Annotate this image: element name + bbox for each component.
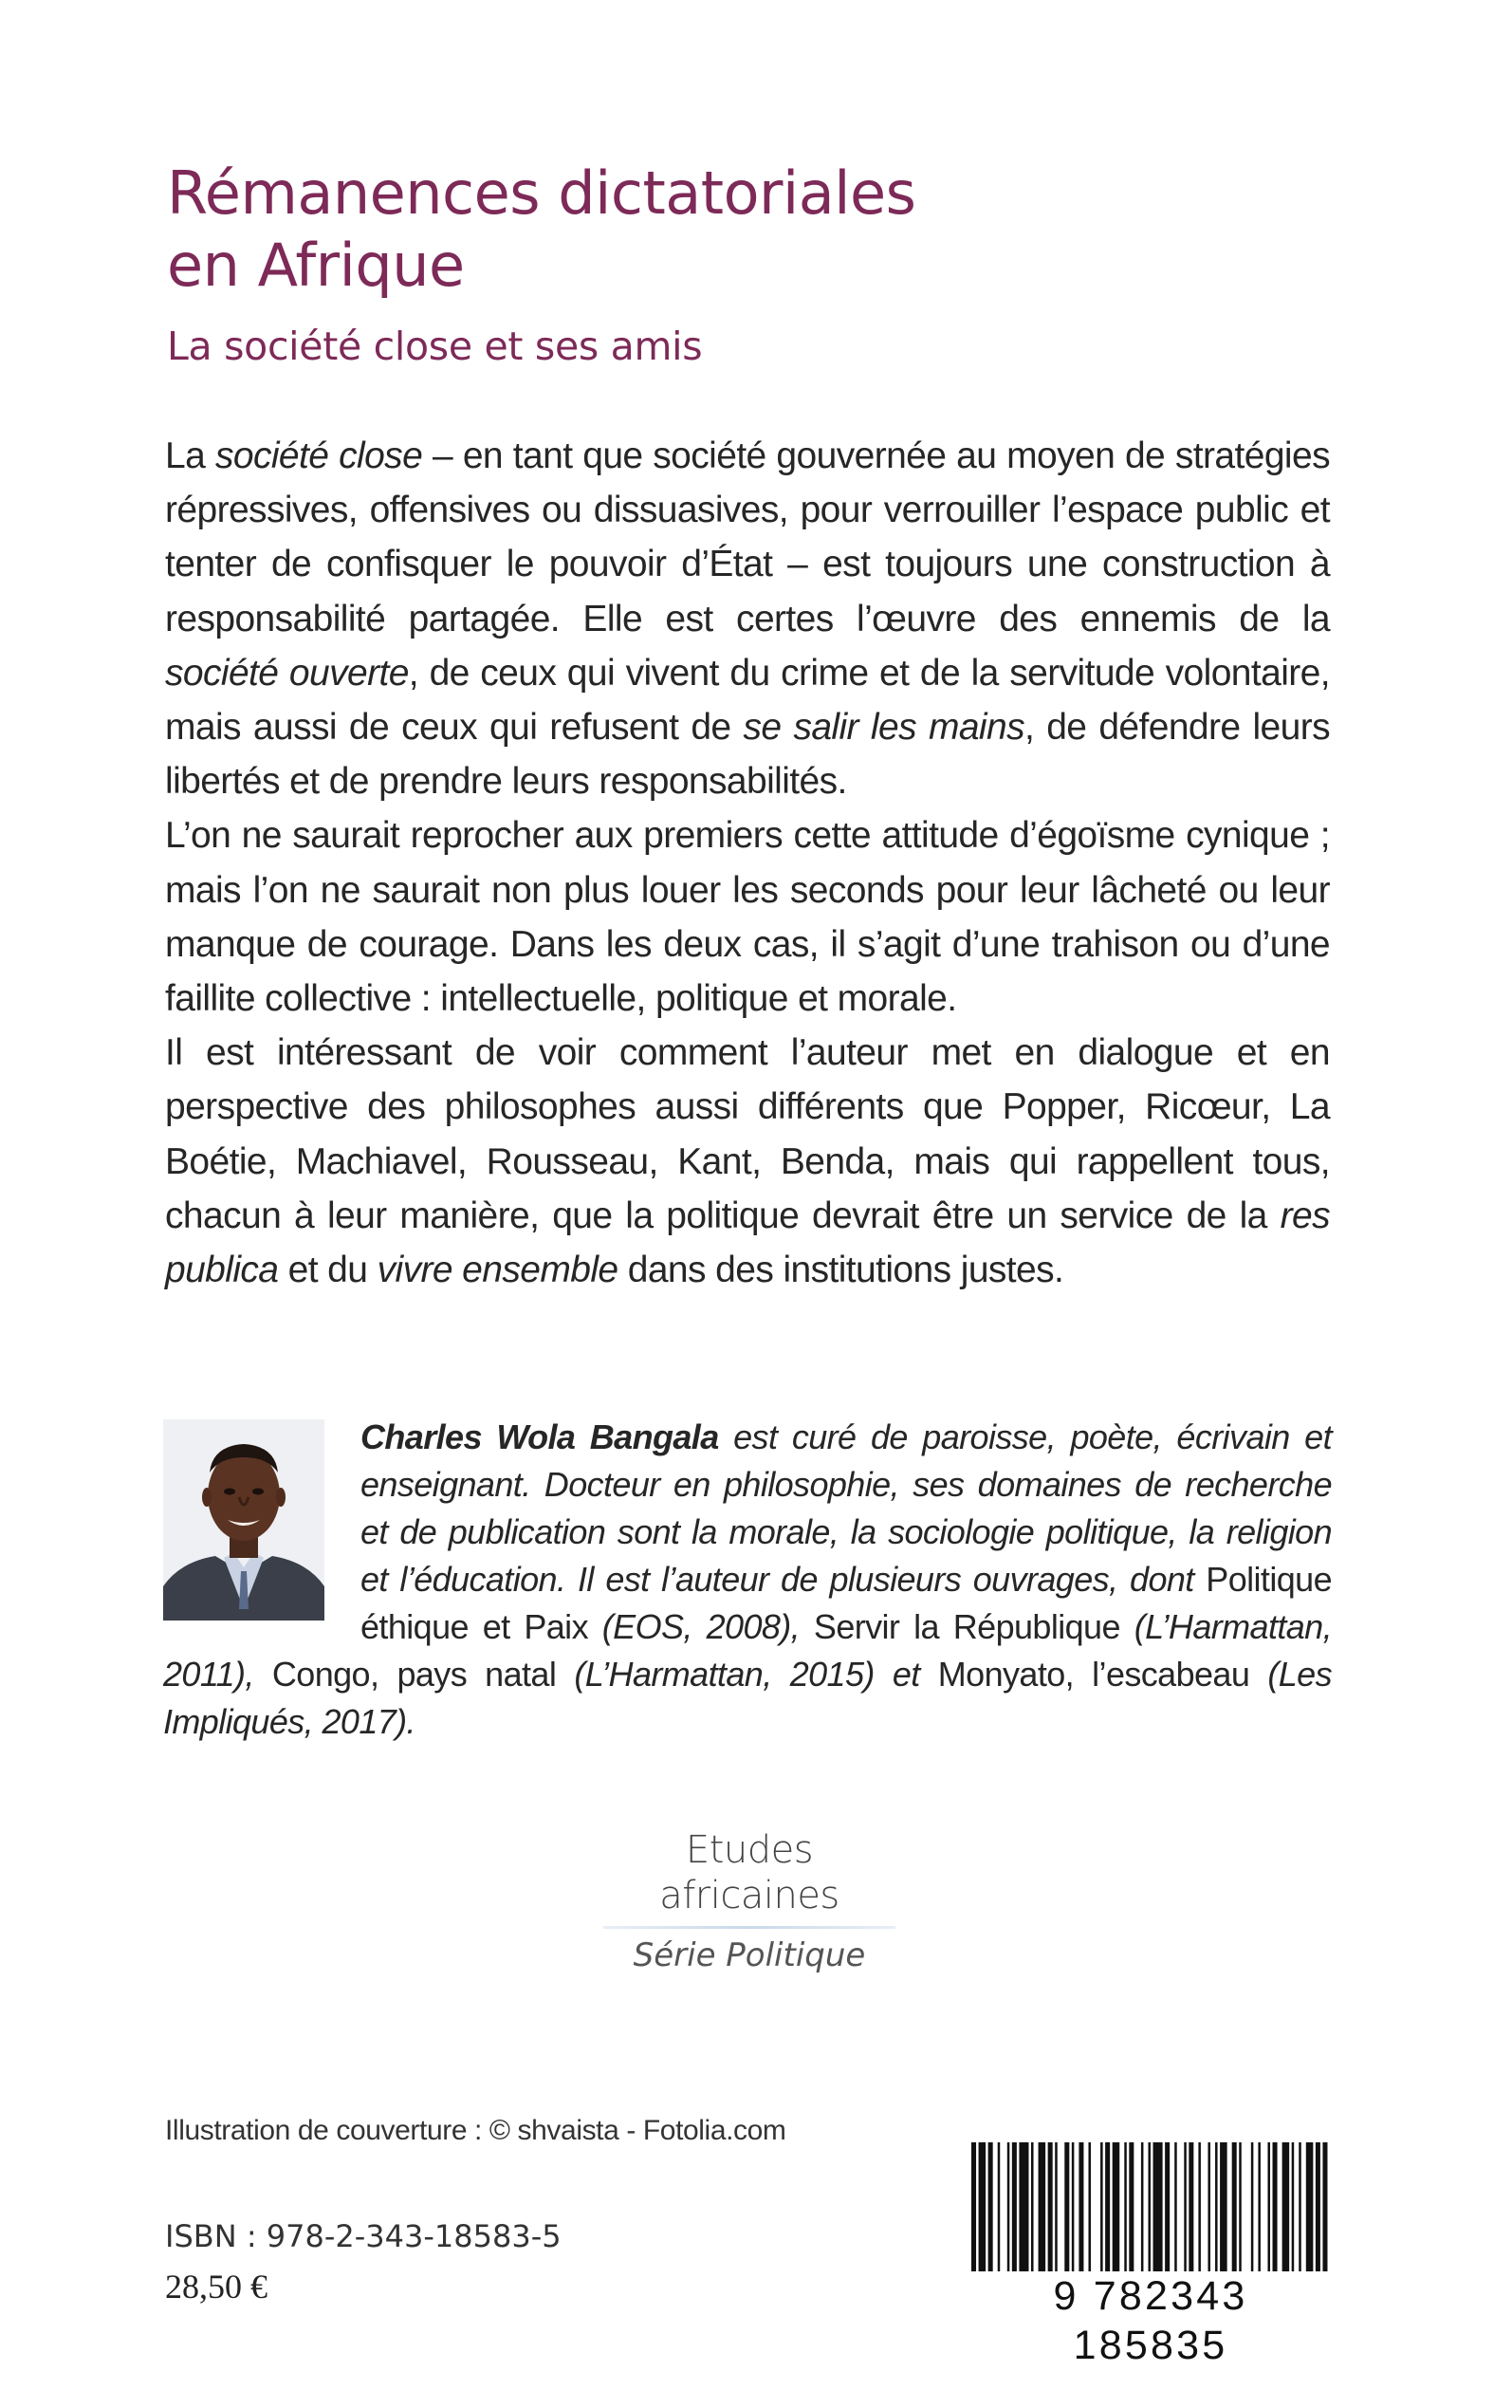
barcode-bar [1239,2142,1242,2275]
text-run: – en tant que société gouvernée au moyen de stratégies répressives, offensives ou dissuasives, pour verrouiller l’espace public et tenter de confisquer le pouvoir d’État – est toujours une construction à responsabilité partagée. Elle est certes l’œuvre des ennemis de la [165,435,1330,639]
barcode-bar [1282,2142,1290,2275]
barcode-bar [1148,2142,1151,2275]
series-name: Etudes africaines [659,1828,839,1917]
barcode-bar [1322,2142,1327,2275]
barcode [971,2142,1330,2368]
barcode-bar [1031,2142,1034,2275]
barcode-bar [1189,2142,1193,2275]
author-portrait-illustration [163,1419,324,1621]
price: 28,50 € [165,2268,267,2306]
cover-credit: Illustration de couverture : © shvaista - Fotolia.com [165,2115,786,2146]
book-title-3: Congo, pays natal [271,1655,557,1694]
author-name: Charles Wola Bangala [360,1417,719,1456]
barcode-bar [1273,2142,1278,2275]
barcode-bar [1113,2142,1120,2275]
barcode-bar [1072,2142,1075,2275]
author-bio-text: est curé de paroisse, poète, écrivain et enseignant. Docteur en philosophie, ses domaines de recherche et de publication sont la morale, la sociologie politique, la religion et l’éducation. Il est l’auteur de plusieurs ouvrages, dont [360,1417,1332,1599]
barcode-bar [988,2142,993,2275]
text-run: La [165,435,215,476]
barcode-bar [1165,2142,1170,2275]
barcode-bar [1105,2142,1110,2275]
barcode-bar [1129,2142,1134,2275]
emphasis-run: vivre ensemble [377,1250,618,1291]
barcode-bar [1292,2142,1295,2275]
series-block [598,1827,901,1978]
barcode-bar [1088,2142,1091,2275]
blurb [165,429,1330,1297]
barcode-bar [1267,2142,1270,2275]
barcode-bar [1174,2142,1177,2275]
barcode-digits: 9 782343 185835 [971,2271,1330,2370]
text-run: Il est intéressant de voir comment l’auteur met en dialogue et en perspective des philosophes aussi différents que Popper, Ricœur, La Boétie, Machiavel, Rousseau, Kant, Benda, mais qui rappellent tous, chacun à leur manière, que la politique devrait être un service de la [165,1032,1330,1236]
barcode-bar [1153,2142,1163,2275]
publisher-1: (EOS, 2008), [587,1607,814,1646]
blurb-paragraph-3 [165,1026,1330,1297]
blurb-paragraph-1 [165,429,1330,808]
barcode-bar [979,2142,986,2275]
barcode-bar [1012,2142,1017,2275]
barcode-bar [1064,2142,1069,2275]
isbn: ISBN : 978-2-343-18583-5 [165,2218,562,2254]
barcode-bars [971,2142,1330,2275]
book-title [167,157,1343,302]
book-title-1: Politique éthique et Paix [360,1560,1332,1646]
text-run: dans des institutions justes. [618,1250,1064,1291]
book-title-2: Servir la République [813,1607,1120,1646]
barcode-bar [998,2142,1001,2275]
barcode-bar [1055,2142,1058,2275]
author-bio [163,1414,1332,1746]
book-title-line1: Rémanences dictatoriales [167,158,916,228]
barcode-bar [1299,2142,1301,2275]
barcode-bar [1048,2142,1053,2275]
book-title-4: Monyato, l’escabeau [937,1655,1250,1694]
emphasis-run: société ouverte [165,652,409,694]
barcode-bar [1251,2142,1254,2275]
emphasis-run: res publica [165,1195,1330,1291]
barcode-bar [1306,2142,1314,2275]
text-run: , de ceux qui vivent du crime et de la servitude volontaire, mais aussi de ceux qui refusent de [165,652,1330,749]
barcode-bar [1124,2142,1127,2275]
emphasis-run: société close [214,435,423,476]
barcode-bar [1215,2142,1218,2275]
barcode-bar [1184,2142,1187,2275]
book-title-line2: en Afrique [167,231,465,300]
barcode-bar [1198,2142,1201,2275]
barcode-bar [1316,2142,1320,2275]
publisher-2: (L’Harmattan, 2011), [163,1607,1333,1694]
author-photo [163,1419,324,1621]
emphasis-run: se salir les mains [743,707,1024,749]
barcode-bar [1079,2142,1083,2275]
series-divider [603,1926,895,1929]
barcode-bar [1232,2142,1237,2275]
series-subtitle: Série Politique [633,1936,866,1974]
barcode-bar [1100,2142,1103,2275]
barcode-bar [1141,2142,1144,2275]
text-run: , de défendre leurs libertés et de prendre leurs responsabilités. [165,707,1330,803]
barcode-bar [1220,2142,1227,2275]
publisher-3: (L’Harmattan, 2015) et [556,1655,938,1694]
text-run: et du [278,1250,378,1291]
blurb-paragraph-2: L’on ne saurait reprocher aux premiers cette attitude d’égoïsme cynique ; mais l’on ne saurait non plus louer les seconds pour leur lâcheté ou leur manque de courage. Dans les deux cas, il s’agit d’une trahison ou d’une faillite collective : intellectuelle, politique et morale. [165,815,1330,1020]
book-subtitle: La société close et ses amis [167,324,703,369]
author-block [163,1414,1332,1746]
publisher-4: (Les Impliqués, 2017). [163,1655,1332,1741]
title-block [167,157,1343,370]
barcode-bar [1208,2142,1210,2275]
barcode-bar [1258,2142,1261,2275]
barcode-bar [1019,2142,1028,2275]
barcode-bar [971,2142,976,2275]
barcode-bar [1039,2142,1046,2275]
barcode-bar [1007,2142,1010,2275]
